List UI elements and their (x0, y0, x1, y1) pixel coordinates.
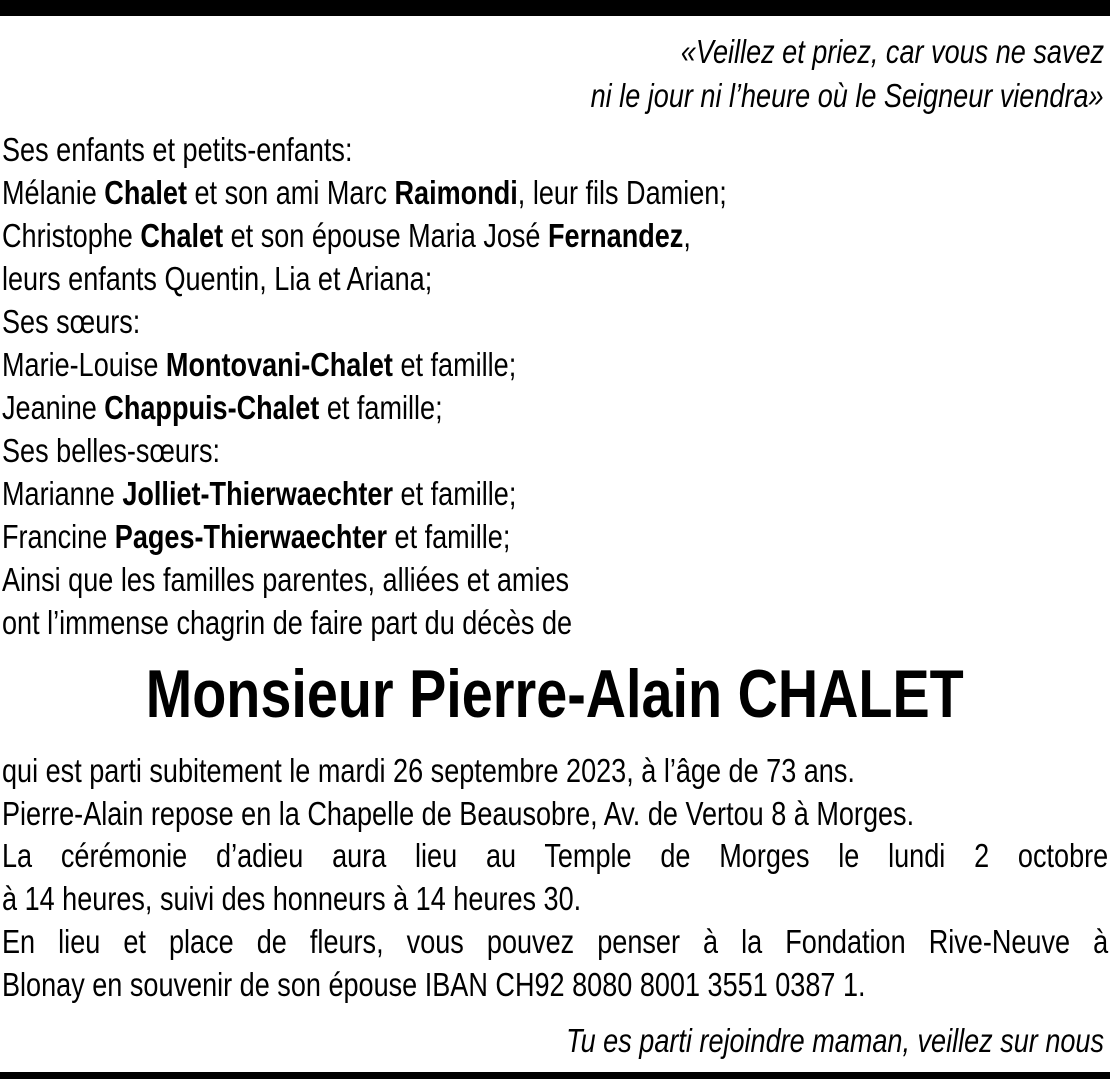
text-segment: , leur fils Damien; (517, 174, 727, 211)
family-line (2, 472, 516, 515)
family-line (2, 386, 443, 429)
family-line (2, 171, 727, 214)
details-line: Pierre-Alain repose en la Chapelle de Beausobre, Av. de Vertou 8 à Morges. (2, 794, 915, 832)
text-segment: Marianne (2, 475, 123, 512)
family-line (2, 257, 432, 300)
text-segment: et son épouse Maria José (223, 217, 549, 254)
text-segment: Ainsi que les familles parentes, alliées et amies (2, 561, 570, 598)
text-segment: Ses sœurs: (2, 303, 141, 340)
surname: Chalet (104, 174, 187, 211)
family-line (2, 343, 516, 386)
deceased-name (0, 652, 1110, 736)
details-line: Blonay en souvenir de son épouse IBAN CH92 8080 8001 3551 0387 1. (2, 965, 866, 1003)
deceased-name-text: Monsieur Pierre-Alain CHALET (146, 656, 964, 732)
surname: Chappuis-Chalet (104, 389, 320, 426)
family-line (2, 515, 510, 558)
family-line (2, 601, 572, 644)
text-segment: leurs enfants Quentin, Lia et Ariana; (2, 260, 433, 297)
text-segment: Francine (2, 518, 115, 555)
family-line (2, 300, 140, 343)
surname: Montovani-Chalet (165, 346, 393, 383)
surname: Chalet (140, 217, 224, 254)
surname: Fernandez (548, 217, 684, 254)
text-segment: et son ami Marc (186, 174, 395, 211)
text-segment: Christophe (2, 217, 141, 254)
family-line (2, 128, 352, 171)
text-segment: , (683, 217, 691, 254)
surname: Jolliet-Thierwaechter (122, 475, 394, 512)
quote-line-2: ni le jour ni l’heure où le Seigneur viendra» (591, 77, 1104, 114)
family-line (2, 558, 569, 601)
text-segment: et famille; (392, 346, 517, 383)
quote-line-1: «Veillez et priez, car vous ne savez (680, 33, 1104, 70)
text-segment: Marie-Louise (2, 346, 166, 383)
text-segment: Mélanie (2, 174, 105, 211)
family-line (2, 429, 220, 472)
text-segment: Ses enfants et petits-enfants: (2, 131, 353, 168)
text-segment: Jeanine (2, 389, 105, 426)
top-rule (0, 0, 1110, 16)
family-line (2, 214, 691, 257)
details-line: En lieu et place de fleurs, vous pouvez penser à la Fondation Rive-Neuve à (2, 922, 1109, 960)
bottom-rule (0, 1072, 1110, 1079)
text-segment: Ses belles-sœurs: (2, 432, 221, 469)
surname: Pages-Thierwaechter (114, 518, 388, 555)
surname: Raimondi (394, 174, 518, 211)
closing-line: Tu es parti rejoindre maman, veillez sur nous (566, 1022, 1104, 1059)
details-line: qui est parti subitement le mardi 26 septembre 2023, à l’âge de 73 ans. (2, 752, 855, 789)
details-line: La cérémonie d’adieu aura lieu au Temple de Morges le lundi 2 octobre (2, 837, 1109, 875)
text-segment: ont l’immense chagrin de faire part du décès de (2, 604, 573, 641)
details-line: à 14 heures, suivi des honneurs à 14 heures 30. (2, 880, 582, 918)
text-segment: et famille; (319, 389, 443, 426)
text-segment: et famille; (387, 518, 511, 555)
text-segment: et famille; (393, 475, 517, 512)
